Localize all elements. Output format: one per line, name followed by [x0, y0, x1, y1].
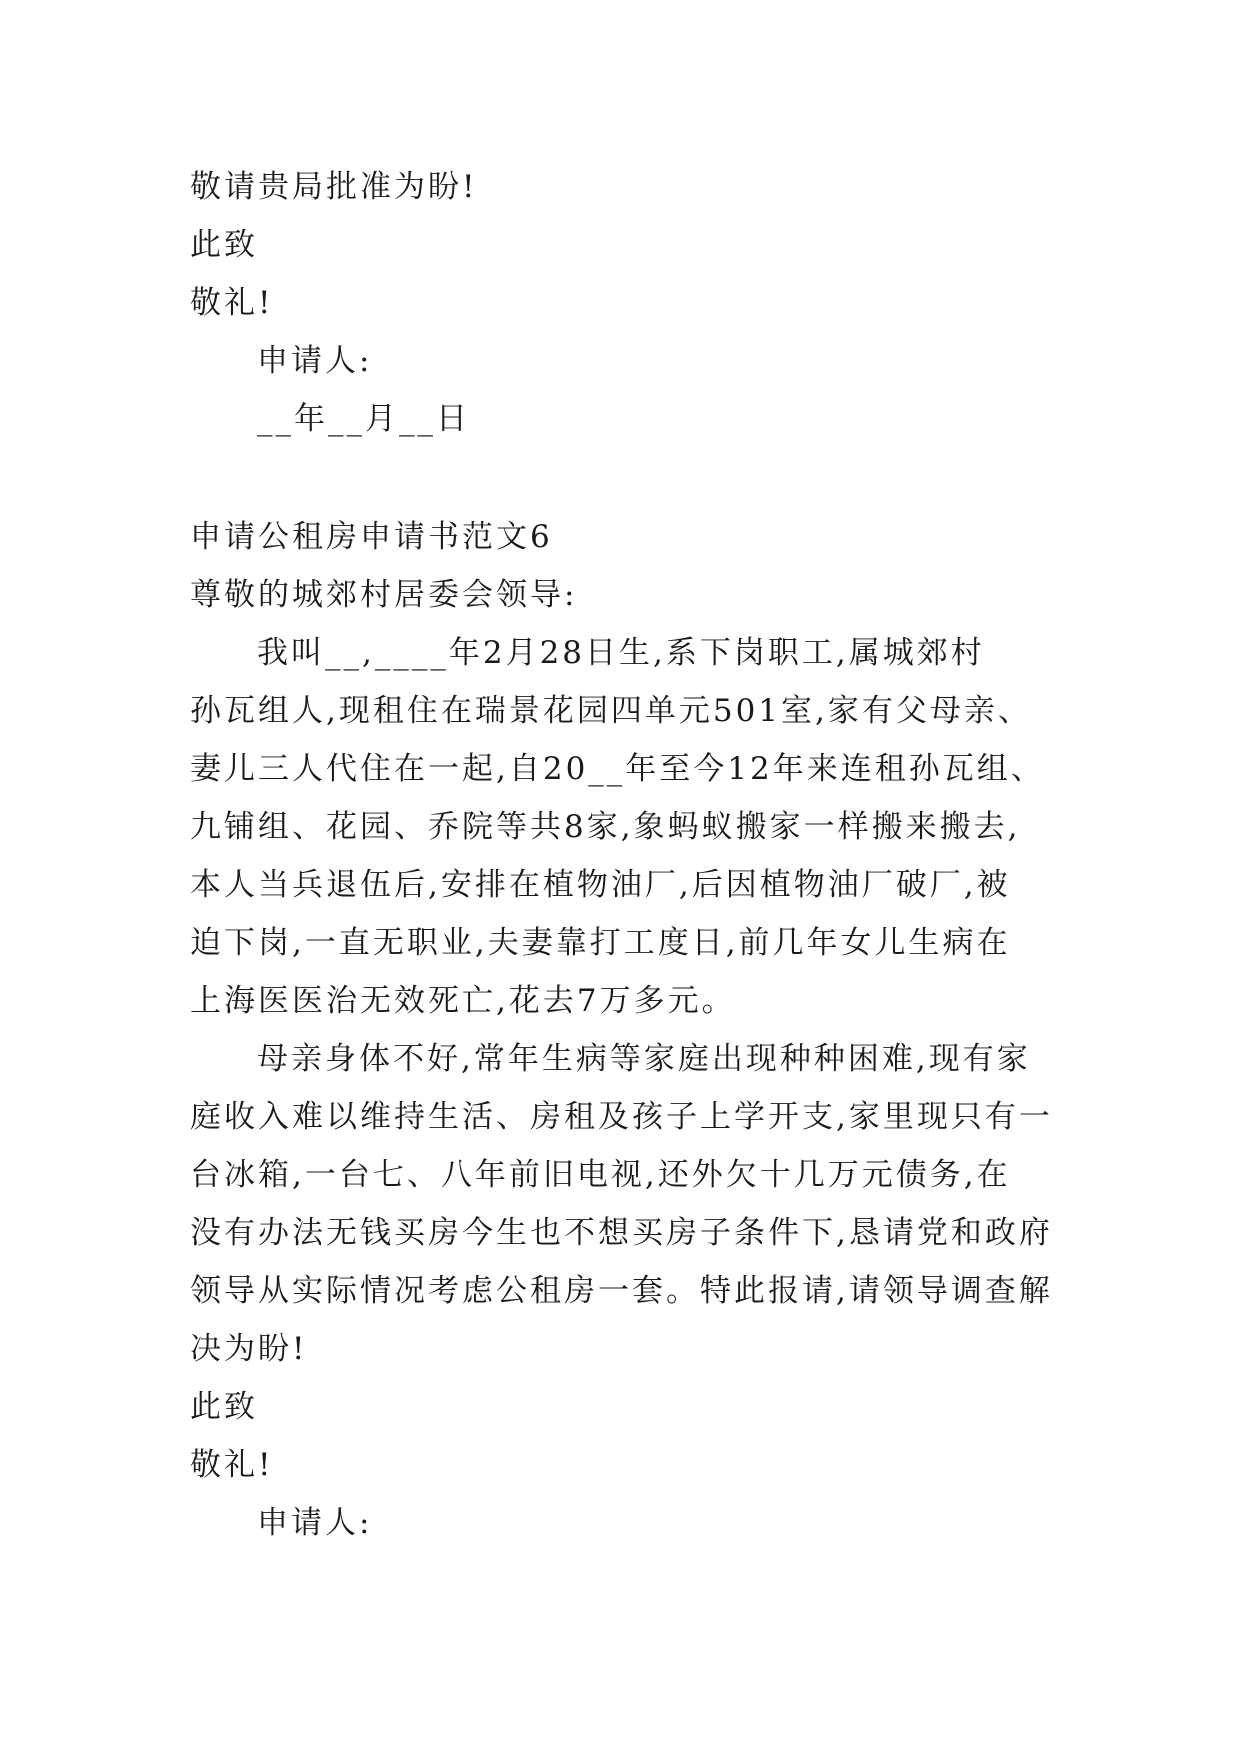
paragraph-line: 我叫__,____年2月28日生,系下岗职工,属城郊村	[257, 635, 985, 671]
closing-request: 敬请贵局批准为盼!	[190, 169, 478, 205]
section-title: 申请公租房申请书范文6	[190, 519, 553, 555]
paragraph-line: 没有办法无钱买房今生也不想买房子条件下,恳请党和政府	[190, 1215, 1053, 1251]
paragraph-line: 上海医医治无效死亡,花去7万多元。	[190, 983, 736, 1019]
paragraph-line: 决为盼!	[190, 1331, 308, 1367]
paragraph-line: 母亲身体不好,常年生病等家庭出现种种困难,现有家	[257, 1041, 1031, 1077]
paragraph-line: 迫下岗,一直无职业,夫妻靠打工度日,前几年女儿生病在	[190, 925, 1011, 961]
applicant-label: 申请人:	[257, 1505, 373, 1541]
paragraph-line: 本人当兵退伍后,安排在植物油厂,后因植物油厂破厂,被	[190, 867, 1011, 903]
paragraph-line: 台冰箱,一台七、八年前旧电视,还外欠十几万元债务,在	[190, 1157, 1011, 1193]
paragraph-line: 妻儿三人代住在一起,自20__年至今12年来连租孙瓦组、	[190, 751, 1045, 787]
salutation-jing-li: 敬礼!	[190, 285, 274, 321]
paragraph-line: 庭收入难以维持生活、房租及孩子上学开支,家里现只有一	[190, 1099, 1053, 1135]
applicant-label: 申请人:	[257, 343, 373, 379]
salutation-jing-li: 敬礼!	[190, 1447, 274, 1483]
date-line: __年__月__日	[257, 401, 470, 437]
paragraph-line: 九铺组、花园、乔院等共8家,象蚂蚁搬家一样搬来搬去,	[190, 809, 1021, 845]
paragraph-line: 孙瓦组人,现租住在瑞景花园四单元501室,家有父母亲、	[190, 693, 1032, 729]
paragraph-line: 领导从实际情况考虑公租房一套。特此报请,请领导调查解	[190, 1273, 1053, 1309]
recipient-line: 尊敬的城郊村居委会领导:	[190, 577, 578, 613]
salutation-ci-zhi: 此致	[190, 227, 258, 263]
salutation-ci-zhi: 此致	[190, 1389, 258, 1425]
